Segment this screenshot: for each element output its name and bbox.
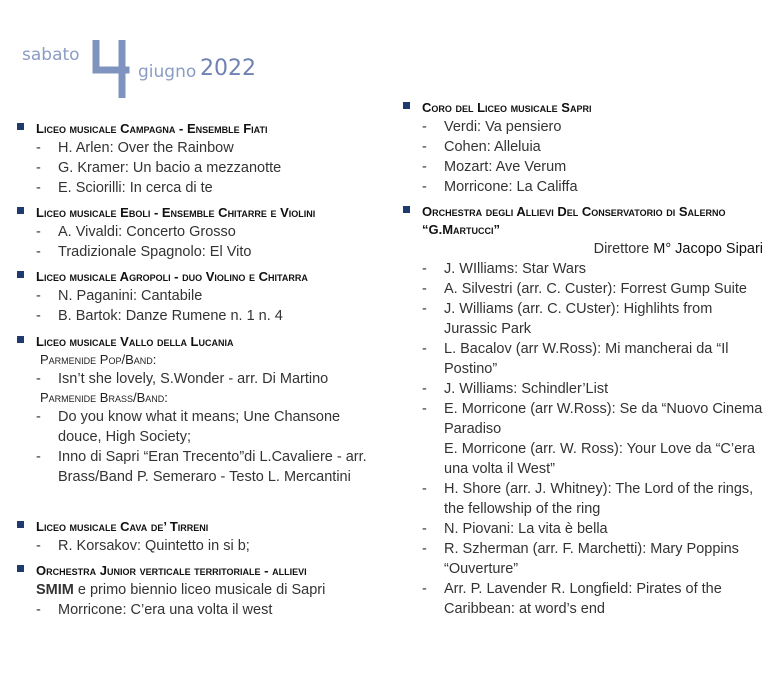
list-item: - A. Vivaldi: Concerto Grosso (36, 224, 236, 240)
subsection-title: Parmenide Pop/Band: (40, 352, 157, 367)
list-item: - Tradizionale Spagnolo: El Vito (36, 244, 252, 260)
list-item: - Isn’t she lovely, S.Wonder - arr. Di Martino (36, 371, 329, 387)
section-eboli (17, 204, 377, 262)
section-orchestra-conservatorio (403, 203, 763, 619)
square-bullet-icon (17, 521, 24, 528)
list-item: - Inno di Sapri “Eran Trecento”di L.Cavaliere - arr. Brass/Band P. Semeraro - Testo L. Mercantini (36, 449, 367, 485)
section-cava (17, 518, 377, 556)
square-bullet-icon (17, 271, 24, 278)
list-item: - Morricone: La Califfa (422, 179, 578, 195)
section-title: Orchestra Junior verticale territoriale - allievi (36, 563, 307, 578)
day-number: 4 (92, 40, 93, 41)
section-agropoli (17, 268, 377, 326)
director-line: Direttore M° Jacopo Sipari (593, 241, 763, 257)
section-title: Orchestra degli Allievi Del Conservatorio di Salerno “G.Martucci” (422, 204, 726, 237)
list-item: - Mozart: Ave Verum (422, 159, 567, 175)
section-subtitle: SMIM e primo biennio liceo musicale di Sapri (36, 582, 326, 598)
list-item: - Do you know what it means; Une Chansone douce, High Society; (36, 409, 341, 445)
list-item: - B. Bartok: Danze Rumene n. 1 n. 4 (36, 308, 283, 324)
section-coro-sapri (403, 99, 763, 197)
list-item: - N. Piovani: La vita è bella (422, 521, 608, 537)
day-number-graphic (92, 40, 136, 98)
section-orchestra-junior (17, 562, 377, 620)
square-bullet-icon (17, 565, 24, 572)
list-item: - J. Williams: Schindler’List (422, 381, 609, 397)
list-item: - N. Paganini: Cantabile (36, 288, 203, 304)
list-item: - L. Bacalov (arr W.Ross): Mi mancherai da “Il Postino” (422, 341, 729, 377)
date-header (20, 40, 280, 100)
section-title: Liceo musicale Vallo della Lucania (36, 334, 234, 349)
section-title: Liceo musicale Cava de’ Tirreni (36, 519, 209, 534)
list-item-continued: E. Morricone (arr. W. Ross): Your Love da “C’era una volta il West” (444, 441, 756, 477)
list-item: - H. Arlen: Over the Rainbow (36, 140, 234, 156)
month-name: giugno (138, 62, 197, 82)
section-vallo (17, 333, 377, 487)
section-title: Coro del Liceo musicale Sapri (422, 100, 592, 115)
list-item: - A. Silvestri (arr. C. Custer): Forrest Gump Suite (422, 281, 747, 297)
list-item: - Morricone: C’era una volta il west (36, 602, 273, 618)
section-title: Liceo musicale Campagna - Ensemble Fiati (36, 121, 268, 136)
list-item: - E. Morricone (arr W.Ross): Se da “Nuovo Cinema Paradiso (422, 401, 763, 437)
square-bullet-icon (17, 207, 24, 214)
list-item: - Cohen: Alleluia (422, 139, 541, 155)
list-item: - R. Korsakov: Quintetto in si b; (36, 538, 250, 554)
list-item: - G. Kramer: Un bacio a mezzanotte (36, 160, 282, 176)
section-title: Liceo musicale Agropoli - duo Violino e Chitarra (36, 269, 308, 284)
subsection-title: Parmenide Brass/Band: (40, 390, 168, 405)
list-item: - J. WIlliams: Star Wars (422, 261, 587, 277)
section-campagna (17, 120, 377, 198)
list-item: - H. Shore (arr. J. Whitney): The Lord of the rings, the fellowship of the ring (422, 481, 754, 517)
square-bullet-icon (403, 206, 410, 213)
list-item: - J. Williams (arr. C. CUster): Highlihts from Jurassic Park (422, 301, 713, 337)
year: 2022 (200, 56, 256, 81)
list-item: - E. Sciorilli: In cerca di te (36, 180, 213, 196)
square-bullet-icon (17, 123, 24, 130)
list-item: - R. Szherman (arr. F. Marchetti): Mary Poppins “Ouverture” (422, 541, 739, 577)
section-title: Liceo musicale Eboli - Ensemble Chitarre e Violini (36, 205, 316, 220)
day-name: sabato (22, 45, 80, 65)
square-bullet-icon (17, 336, 24, 343)
list-item: - Verdi: Va pensiero (422, 119, 562, 135)
square-bullet-icon (403, 102, 410, 109)
list-item: - Arr. P. Lavender R. Longfield: Pirates of the Caribbean: at word’s end (422, 581, 722, 617)
